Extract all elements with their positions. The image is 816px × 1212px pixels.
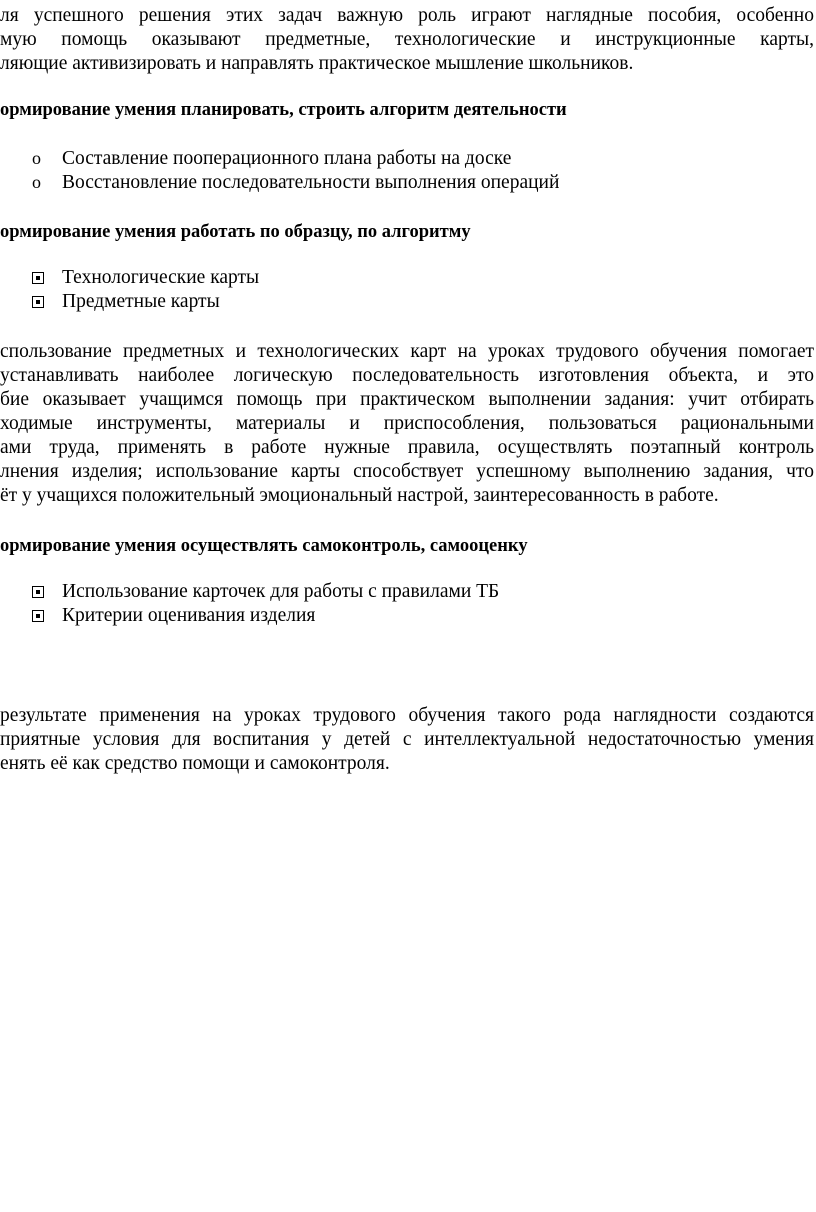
list-item-text: Использование карточек для работы с правилами ТБ bbox=[62, 581, 500, 602]
intro-line-1: ля успешного решения этих задач важную роль играют наглядные пособия, особенно bbox=[0, 5, 814, 26]
section1-heading: ормирование умения планировать, строить алгоритм деятельности bbox=[0, 100, 567, 120]
list-item bbox=[32, 266, 259, 290]
square-bullet-icon bbox=[32, 296, 44, 308]
list-item-text: Предметные карты bbox=[62, 291, 220, 312]
list-item-text: Критерии оценивания изделия bbox=[62, 605, 316, 626]
paragraph-line-7: ёт у учащихся положительный эмоциональный настрой, заинтересованность в работе. bbox=[0, 485, 719, 506]
paragraph-line-2: устанавливать наиболее логическую последовательность изготовления объекта, и это bbox=[0, 365, 814, 386]
circle-bullet-icon: o bbox=[32, 172, 41, 192]
square-bullet-icon bbox=[32, 586, 44, 598]
paragraph-line-5: ами труда, применять в работе нужные правила, осуществлять поэтапный контроль bbox=[0, 437, 814, 458]
list-item bbox=[32, 604, 315, 628]
list-item bbox=[32, 580, 499, 604]
section3-heading: ормирование умения осуществлять самоконтроль, самооценку bbox=[0, 536, 528, 556]
list-item-text: Технологические карты bbox=[62, 267, 260, 288]
circle-bullet-icon: o bbox=[32, 148, 41, 168]
list-item bbox=[32, 290, 220, 314]
paragraph-line-6: лнения изделия; использование карты способствует успешному выполнению задания, что bbox=[0, 461, 814, 482]
list-item bbox=[32, 146, 511, 171]
section2-heading: ормирование умения работать по образцу, по алгоритму bbox=[0, 222, 471, 242]
list-item-text: Восстановление последовательности выполнения операций bbox=[62, 172, 560, 193]
intro-line-2: мую помощь оказывают предметные, технологические и инструкционные карты, bbox=[0, 29, 814, 50]
square-bullet-icon bbox=[32, 272, 44, 284]
list-item bbox=[32, 170, 559, 195]
intro-line-3: ляющие активизировать и направлять практическое мышление школьников. bbox=[0, 53, 634, 74]
paragraph-line-4: ходимые инструменты, материалы и приспособления, пользоваться рациональными bbox=[0, 413, 814, 434]
conclusion-line-1: результате применения на уроках трудового обучения такого рода наглядности создаются bbox=[0, 705, 814, 726]
paragraph-line-3: бие оказывает учащимся помощь при практическом выполнении задания: учит отбирать bbox=[0, 389, 814, 410]
paragraph-line-1: спользование предметных и технологических карт на уроках трудового обучения помогает bbox=[0, 341, 814, 362]
square-bullet-icon bbox=[32, 610, 44, 622]
conclusion-line-3: енять её как средство помощи и самоконтроля. bbox=[0, 753, 390, 774]
list-item-text: Составление пооперационного плана работы на доске bbox=[62, 148, 512, 169]
conclusion-line-2: приятные условия для воспитания у детей с интеллектуальной недостаточностью умения bbox=[0, 729, 814, 750]
